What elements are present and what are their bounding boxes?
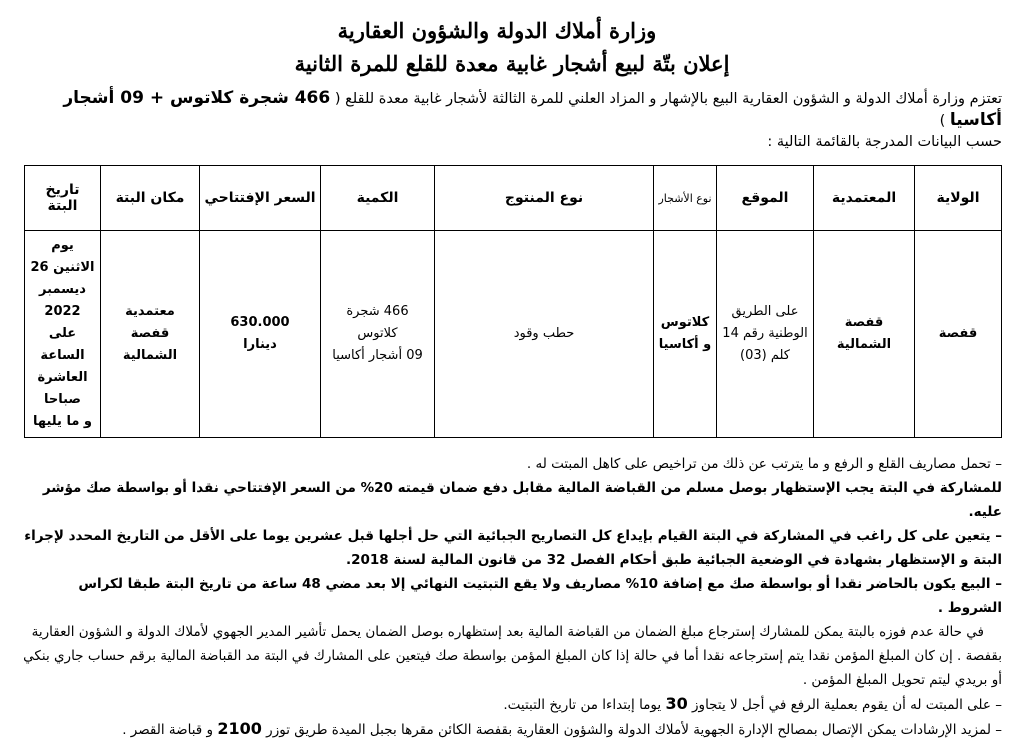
condition-tax-declarations: – يتعين على كل راغب في المشاركة في البتة القيام بإيداع كل التصاريح الجبائية التي حل أجلها قبل عشرين يوما على الأقل من التاريخ المحدد لإجراء البتة و الإستظهار بشهادة في الوضعية الجبائية طبق أحكام الفصل 32 من قانون المالية لسنة 2018. [24,528,1002,568]
conditions-list [22,452,1002,742]
condition-guarantee-refund: في حالة عدم فوزه بالبتة يمكن للمشارك إسترجاع مبلغ الضمان من القباضة المالية بعد إستظهاره بوصل الضمان يحمل تأشير المدير الجهوي لأملاك الدولة و الشؤون العقارية بقفصة . إن كان المبلغ المؤمن نقدا يتم إسترجاعه نقدا أما في حالة إذا كان المبلغ المؤمن بواسطة صك فيتعين على المشارك في البتة مد القباضة المالية برقم حساب جاري بنكي أو بريدي ليتم تحويل المبلغ المؤمن . [23,624,1002,688]
date-line-3: على الساعة العاشرة صباحا [37,326,88,407]
ministry-title: وزارة أملاك الدولة والشؤون العقارية [337,18,657,43]
price-currency: دينارا [243,337,277,352]
intro-text: تعتزم وزارة أملاك الدولة و الشؤون العقارية البيع بالإشهار و المزاد العلني للمرة الثالثة لأشجار غابية معدة للقلع ( [334,91,1002,107]
date-line-4: و ما يليها [32,414,93,429]
header-product-type: نوع المنتوج [435,166,654,231]
intro-line-1 [22,88,1002,132]
date-line-2: 2022 [44,304,81,319]
intro-close: ) [939,113,946,129]
condition-payment: – البيع يكون بالحاضر نقدا أو بواسطة صك مع إضافة 10% مصاريف ولا يقع التبتيت النهائي إلا بعد مضي 48 ساعة من تاريخ البتة طبقا لكراس الشروط . [78,576,1002,616]
deadline-text-start: – على المبتت له أن يقوم بعملية الرفع في أجل لا يتجاوز [687,697,1002,713]
condition-guarantee: للمشاركة في البتة يجب الإستظهار بوصل مسلم من القباضة المالية مقابل دفع ضمان قيمته 20% من السعر الإفتتاحي نقدا أو بواسطة صك مؤشر عليه. [42,480,1002,520]
header-auction-date: تاريخ البتة [25,166,101,231]
contact-postal-code: 2100 [217,719,262,738]
header-delegation: المعتمدية [814,166,915,231]
cell-auction-date [25,231,101,438]
header-auction-place: مكان البتة [101,166,200,231]
intro-paragraph [22,88,1002,153]
cell-location: على الطريق الوطنية رقم 14 كلم (03) [717,231,814,438]
header-opening-price: السعر الإفتتاحي [200,166,321,231]
contact-text-end: و قباضة القصر . [122,722,218,738]
cell-tree-type: كلاتوس و أكاسيا [654,231,717,438]
auction-details-table [24,165,1002,438]
header-tree-type: نوع الأشجار [654,166,717,231]
deadline-text-end: يوما إبتداءا من تاريخ التبتيت. [503,697,666,713]
cell-delegation: قفصة الشمالية [814,231,915,438]
quantity-line-1: 466 شجرة [346,304,409,319]
table-row [25,231,1002,438]
cell-product-type: حطب وقود [435,231,654,438]
date-line-1: يوم الاثنين 26 ديسمبر [30,238,95,297]
cell-opening-price [200,231,321,438]
header-quantity: الكمية [321,166,435,231]
header-location: الموقع [717,166,814,231]
condition-contact [22,717,1002,742]
condition-removal-deadline [22,692,1002,717]
intro-tree-count: 466 شجرة كلاتوس + 09 أشجار أكاسيا [63,88,1002,130]
condition-removal-costs: – تحمل مصاريف القلع و الرفع و ما يترتب عن ذلك من تراخيص على كاهل المبتت له . [526,456,1002,472]
header-wilaya: الولاية [915,166,1002,231]
cell-wilaya: قفصة [915,231,1002,438]
announcement-headline: إعلان بتّة لبيع أشجار غابية معدة للقلع للمرة الثانية [294,51,730,76]
deadline-days: 30 [665,694,688,713]
price-value: 630.000 [230,315,290,330]
cell-quantity [321,231,435,438]
quantity-line-2: كلاتوس [357,326,398,341]
contact-text-start: – لمزيد الإرشادات يمكن الإتصال بمصالح الإدارة الجهوية لأملاك الدولة والشؤون العقارية بقفصة الكائن مقرها بجبل الميدة طريق توزر [261,722,1002,738]
intro-line-2: حسب البيانات المدرجة بالقائمة التالية : [767,134,1002,150]
cell-auction-place: معتمدية قفصة الشمالية [101,231,200,438]
quantity-line-3: 09 أشجار أكاسيا [332,348,423,363]
table-header-row [25,166,1002,231]
